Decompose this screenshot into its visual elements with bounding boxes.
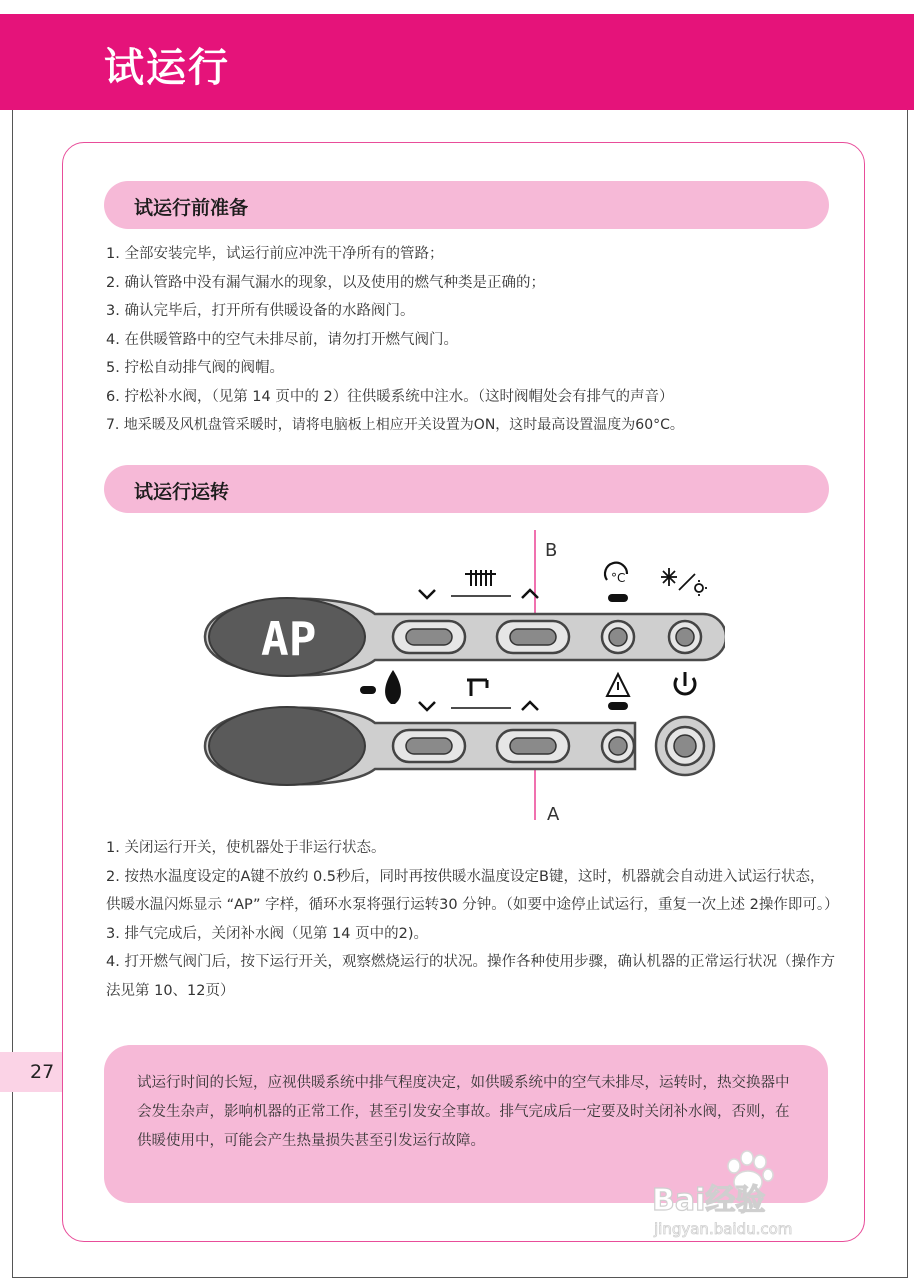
control-panel-diagram <box>195 530 725 830</box>
list-item: 6. 拧松补水阀，（见第 14 页中的 2）往供暖系统中注水。（这时阀帽处会有排气的声音） <box>106 388 674 405</box>
flame-indicator-led <box>360 686 376 694</box>
chevron-down-icon <box>419 702 435 710</box>
display-text: AP <box>261 612 317 666</box>
list-item: 2. 按热水温度设定的A键不放约 0.5秒后，同时再按供暖水温度设定B键，这时，机器就会自动进入试运行状态，供暖水温闪烁显示 “AP” 字样，循环水泵将强行运转30 分钟。（如要中途停止试运行，重复一次上述 2操作即可。） <box>106 868 839 913</box>
svg-text:°C: °C <box>611 571 626 585</box>
list-item: 2. 确认管路中没有漏气漏水的现象，以及使用的燃气种类是正确的； <box>106 274 545 291</box>
watermark-brand: Bai经验 <box>652 1183 766 1218</box>
note-text: 试运行时间的长短，应视供暖系统中排气程度决定，如供暖系统中的空气未排尽，运转时，热交换器中会发生杂声，影响机器的正常工作，甚至引发安全事故。排气完成后一定要及时关闭补水阀，否则，在供暖使用中，可能会产生热量损失甚至引发运行故障。 <box>137 1075 790 1149</box>
section-bar-run <box>104 465 829 513</box>
snow-sun-icon <box>661 568 707 596</box>
warning-icon <box>607 674 629 696</box>
page-number-tab <box>0 1052 62 1092</box>
warning-indicator-led <box>608 702 628 710</box>
pump-indicator-led <box>608 594 628 602</box>
radiator-icon <box>465 570 496 586</box>
list-item: 5. 拧松自动排气阀的阀帽。 <box>106 360 284 376</box>
list-item: 7. 地采暖及风机盘管采暖时，请将电脑板上相应开关设置为ON，这时最高设置温度为60°C。 <box>106 417 684 433</box>
panel-bottom <box>205 707 714 785</box>
panel-top <box>205 598 725 676</box>
list-item: 3. 确认完毕后，打开所有供暖设备的水路阀门。 <box>106 303 415 319</box>
list-item: 1. 关闭运行开关，使机器处于非运行状态。 <box>106 840 386 856</box>
list-item: 4. 打开燃气阀门后，按下运行开关，观察燃烧运行的状况。操作各种使用步骤，确认机器的正常运行状况（操作方法见第 10、12页） <box>106 954 835 999</box>
run-step-list <box>106 834 839 1005</box>
heating-controls-icons <box>419 563 707 602</box>
flame-icon <box>385 670 401 704</box>
chevron-down-icon <box>419 590 435 598</box>
section-bar-prep <box>104 181 829 229</box>
chevron-up-icon <box>522 702 538 710</box>
watermark-url: jingyan.baidu.com <box>654 1220 793 1238</box>
pump-cycle-icon <box>605 563 627 585</box>
label-b: B <box>545 540 558 561</box>
list-item: 4. 在供暖管路中的空气未排尽前，请勿打开燃气阀门。 <box>106 331 458 348</box>
display-screen-bottom <box>209 707 365 785</box>
hot-water-controls-icons <box>360 670 695 710</box>
list-item: 1. 全部安装完毕，试运行前应冲洗干净所有的管路； <box>106 246 444 262</box>
section-title-run: 试运行运转 <box>134 481 230 503</box>
section-title-prep: 试运行前准备 <box>134 197 249 219</box>
page-number: 27 <box>30 1061 55 1083</box>
page-title: 试运行 <box>104 45 230 91</box>
baidu-watermark <box>650 1148 860 1238</box>
label-a: A <box>547 804 560 825</box>
list-item: 3. 排气完成后，关闭补水阀（见第 14 页中的2)。 <box>106 925 428 942</box>
faucet-icon <box>467 680 487 696</box>
prep-step-list <box>106 240 684 440</box>
power-icon <box>675 672 695 694</box>
